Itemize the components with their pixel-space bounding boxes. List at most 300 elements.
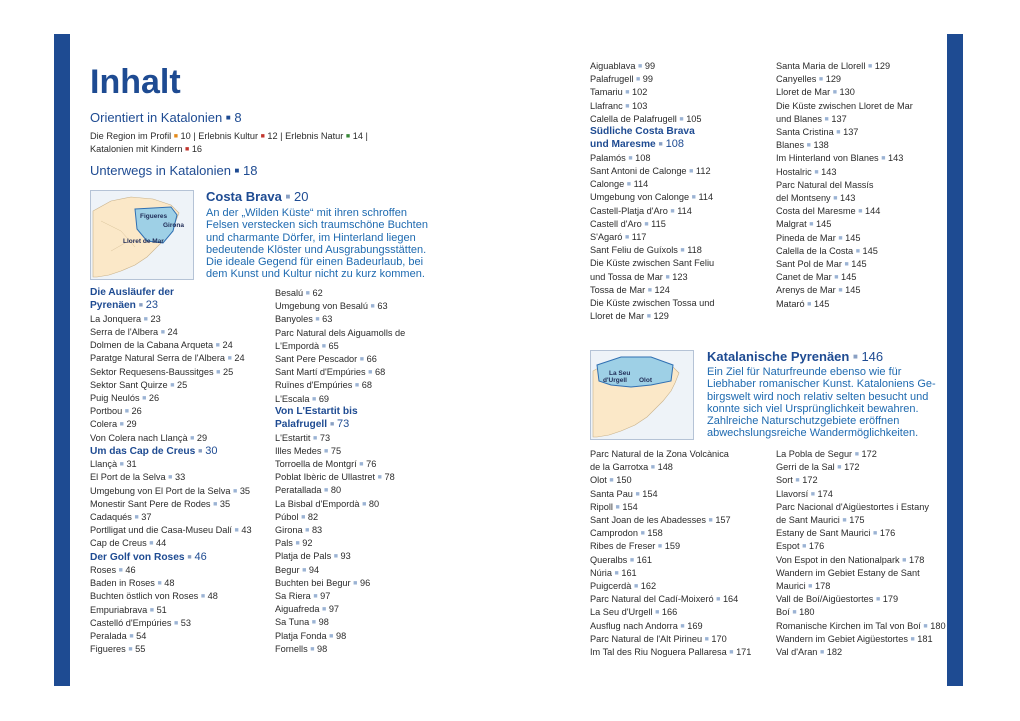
toc-page-number: 31 (126, 459, 137, 470)
toc-page-number: 159 (664, 541, 681, 552)
toc-entry[interactable] (90, 511, 252, 524)
green-square-icon: ■ (345, 133, 351, 140)
toc-entry-text: und Blanes (776, 113, 822, 124)
toc-page-number: 33 (174, 472, 186, 483)
toc-entry[interactable] (590, 60, 714, 73)
toc-page-number: 75 (330, 445, 342, 456)
bullet-square-icon: ■ (818, 76, 824, 84)
toc-page-number: 68 (374, 367, 386, 378)
toc-entry[interactable] (776, 593, 946, 606)
bullet-square-icon: ■ (187, 553, 192, 561)
toc-page-number: 162 (640, 581, 657, 592)
bullet-square-icon: ■ (814, 168, 819, 176)
toc-entry-text: Ausflug nach Andorra (590, 620, 678, 631)
section-label: Unterwegs in Katalonien (90, 163, 231, 178)
intro-item[interactable]: Die Region im Profil ■ 10 (90, 131, 191, 141)
toc-entry-text: Umgebung von Besalú (275, 301, 368, 312)
toc-entry[interactable] (590, 191, 714, 204)
toc-entry-text: Umgebung von El Port de la Selva (90, 485, 231, 496)
toc-column-5 (590, 448, 751, 659)
pyrenaen-heading[interactable]: Katalanische Pyrenäen ■ 146 (707, 349, 884, 364)
toc-entry[interactable] (275, 511, 405, 524)
toc-entry[interactable] (90, 432, 252, 445)
map-label-girona: Girona (163, 222, 184, 229)
toc-entry[interactable] (776, 232, 913, 245)
toc-entry[interactable] (776, 284, 913, 297)
toc-entry-text: Santa Pau (590, 488, 633, 499)
red-square-icon: ■ (260, 133, 265, 140)
toc-entry-text: La Pobla de Segur (776, 449, 853, 459)
toc-page-number: 102 (632, 87, 648, 98)
toc-page-number: 172 (802, 475, 818, 486)
toc-page-number: 78 (384, 472, 395, 483)
intro-item[interactable]: Erlebnis Kultur ■ 12 (198, 131, 278, 141)
toc-page-number: 62 (312, 288, 323, 298)
toc-column-3 (590, 60, 714, 323)
toc-subheading[interactable] (90, 287, 252, 313)
toc-entry-text: Malgrat (776, 219, 807, 230)
toc-entry[interactable] (275, 366, 405, 379)
toc-entry-text: Llafranc (590, 100, 623, 111)
toc-entry-text: Aiguablava (590, 61, 636, 71)
toc-entry[interactable] (590, 284, 714, 297)
toc-entry[interactable] (275, 471, 405, 484)
page-title: Inhalt (90, 63, 181, 101)
toc-entry[interactable] (90, 392, 252, 405)
bullet-square-icon: ■ (625, 89, 630, 97)
toc-page-number: 93 (340, 551, 351, 562)
toc-subheading[interactable] (275, 406, 405, 432)
bullet-square-icon: ■ (149, 606, 154, 614)
bullet-square-icon: ■ (792, 609, 797, 617)
toc-entry[interactable] (275, 564, 405, 577)
toc-entry[interactable] (90, 352, 252, 365)
bullet-square-icon: ■ (625, 102, 630, 110)
toc-entry-text: Peralada (90, 631, 127, 642)
toc-entry[interactable] (590, 527, 751, 540)
bullet-square-icon: ■ (670, 207, 675, 215)
toc-entry[interactable] (590, 474, 751, 487)
toc-entry[interactable] (590, 244, 714, 257)
bullet-square-icon: ■ (628, 154, 633, 162)
bullet-square-icon: ■ (285, 192, 291, 201)
toc-entry-text: Queralbs (590, 554, 628, 565)
toc-entry[interactable] (590, 593, 751, 606)
toc-entry-text: Santa Cristina (776, 127, 834, 138)
bullet-square-icon: ■ (802, 543, 807, 551)
bullet-square-icon: ■ (716, 596, 721, 604)
toc-page-number: 115 (651, 218, 666, 229)
toc-entry[interactable] (275, 445, 405, 458)
toc-page-number: 63 (322, 314, 333, 325)
toc-entry[interactable] (90, 339, 252, 352)
toc-column-4 (776, 60, 913, 311)
toc-entry[interactable] (90, 577, 252, 590)
toc-entry[interactable] (275, 300, 405, 313)
toc-entry[interactable] (776, 73, 913, 86)
toc-entry[interactable] (90, 630, 252, 643)
costa-brava-heading[interactable]: Costa Brava ■ 20 (206, 189, 309, 204)
bullet-square-icon: ■ (354, 382, 360, 390)
toc-entry[interactable] (776, 633, 946, 646)
toc-page-number: 44 (156, 538, 167, 549)
section-page: 18 (243, 163, 258, 178)
toc-page-number: 179 (882, 594, 899, 605)
toc-page-number: 174 (817, 488, 833, 499)
bullet-square-icon: ■ (854, 451, 859, 458)
toc-page-number: 46 (125, 565, 136, 576)
toc-entry[interactable] (776, 620, 946, 633)
toc-page-number: 96 (359, 577, 371, 588)
bullet-square-icon: ■ (198, 447, 203, 455)
toc-entry[interactable] (90, 617, 252, 630)
toc-entry[interactable] (590, 514, 751, 527)
toc-page-number: 82 (307, 511, 319, 522)
toc-page-number: 46 (194, 550, 207, 563)
intro-item[interactable]: Erlebnis Natur ■ 14 (285, 131, 363, 141)
toc-entry[interactable] (590, 86, 714, 99)
orange-square-icon: ■ (173, 133, 178, 140)
bullet-square-icon: ■ (305, 290, 310, 297)
toc-entry[interactable] (90, 458, 252, 471)
toc-entry[interactable] (275, 432, 405, 445)
toc-entry[interactable] (776, 245, 913, 258)
toc-entry[interactable] (776, 554, 946, 567)
toc-entry[interactable] (275, 537, 405, 550)
toc-entry[interactable] (275, 327, 405, 353)
toc-page-number: 144 (865, 206, 881, 217)
bullet-square-icon: ■ (118, 567, 123, 575)
toc-entry[interactable] (776, 646, 946, 659)
toc-entry[interactable] (275, 524, 405, 537)
toc-entry[interactable] (90, 590, 252, 603)
bullet-square-icon: ■ (708, 517, 713, 525)
toc-entry[interactable] (776, 126, 913, 139)
toc-entry[interactable] (776, 205, 913, 218)
toc-entry[interactable] (776, 179, 913, 205)
toc-entry-text: Der Golf von Roses (90, 551, 185, 563)
toc-entry-text: Sant Pere Pescador (275, 354, 358, 365)
bullet-square-icon: ■ (216, 368, 221, 376)
toc-entry[interactable] (590, 218, 714, 231)
toc-entry[interactable] (776, 258, 913, 271)
toc-subheading[interactable] (590, 126, 714, 152)
toc-entry[interactable] (275, 287, 405, 300)
toc-page-number: 24 (234, 353, 245, 364)
toc-entry[interactable] (90, 326, 252, 339)
toc-entry-text: Paratge Natural Serra de l'Albera (90, 353, 226, 364)
bullet-square-icon: ■ (359, 356, 365, 364)
toc-subheading[interactable] (90, 551, 252, 564)
bullet-square-icon: ■ (129, 633, 134, 641)
toc-entry[interactable] (590, 297, 714, 323)
bullet-square-icon: ■ (160, 329, 165, 337)
toc-entry[interactable] (776, 218, 913, 231)
toc-entry[interactable] (90, 485, 252, 498)
toc-entry-text: Vall de Boí/Aigüestortes (776, 594, 874, 605)
toc-entry[interactable] (90, 471, 252, 484)
bullet-square-icon: ■ (650, 464, 656, 472)
toc-page-number: 145 (841, 272, 857, 283)
toc-entry[interactable] (590, 178, 714, 191)
toc-page-number: 68 (361, 380, 372, 391)
toc-page-number: 76 (366, 459, 377, 470)
toc-entry[interactable] (590, 113, 714, 126)
toc-entry[interactable] (776, 606, 946, 619)
toc-entry[interactable] (90, 498, 252, 511)
toc-entry-text: Buchten bei Begur (275, 577, 351, 588)
toc-entry[interactable] (590, 73, 714, 86)
bullet-square-icon: ■ (809, 221, 814, 229)
bullet-square-icon: ■ (867, 63, 873, 70)
bullet-square-icon: ■ (359, 461, 364, 469)
toc-page-number: 99 (642, 74, 654, 85)
toc-entry-text: Olot (590, 475, 607, 486)
toc-page-number: 51 (156, 604, 167, 615)
bullet-square-icon: ■ (322, 606, 327, 614)
toc-page-number: 35 (219, 498, 231, 509)
toc-page-number: 97 (320, 591, 331, 602)
toc-entry[interactable] (776, 488, 946, 501)
bullet-square-icon: ■ (301, 513, 306, 521)
toc-entry[interactable] (275, 603, 405, 616)
toc-page-number: 103 (632, 100, 648, 111)
toc-entry-text: La Jonquera (90, 313, 142, 324)
bullet-square-icon: ■ (923, 622, 928, 630)
bullet-square-icon: ■ (836, 129, 841, 137)
toc-entry[interactable] (776, 60, 913, 73)
toc-entry-text: Llavorsí (776, 488, 809, 499)
toc-entry[interactable] (776, 461, 946, 474)
section-unterwegs[interactable] (90, 163, 257, 179)
toc-entry[interactable] (776, 166, 913, 179)
toc-entry[interactable] (90, 313, 252, 326)
section-orientiert[interactable] (90, 110, 242, 126)
bullet-square-icon: ■ (838, 234, 843, 242)
bullet-square-icon: ■ (305, 527, 310, 535)
toc-entry[interactable] (776, 527, 946, 540)
toc-page-number: 154 (642, 488, 658, 499)
toc-entry[interactable] (275, 484, 405, 497)
toc-page-number: 69 (318, 393, 330, 404)
toc-entry[interactable] (90, 537, 252, 550)
toc-page-number: 182 (826, 647, 843, 658)
toc-entry-text: Serra de l'Albera (90, 327, 159, 338)
bullet-square-icon: ■ (138, 302, 143, 310)
bullet-square-icon: ■ (213, 500, 218, 508)
toc-entry[interactable] (275, 379, 405, 392)
toc-entry[interactable] (590, 620, 751, 633)
toc-entry[interactable] (776, 298, 913, 311)
bullet-square-icon: ■ (655, 609, 660, 617)
toc-page-number: 171 (736, 647, 752, 658)
toc-entry-text: Buchten östlich von Roses (90, 591, 199, 602)
toc-entry[interactable] (776, 540, 946, 553)
toc-page-number: 29 (126, 419, 137, 430)
toc-entry[interactable] (590, 100, 714, 113)
toc-entry-text: Parc Natural de la Zona Volcànica (590, 449, 729, 459)
bullet-square-icon: ■ (644, 220, 649, 228)
toc-entry[interactable] (275, 498, 405, 511)
toc-entry-text: Lloret de Mar (776, 87, 831, 98)
toc-entry-text: La Bisbal d'Empordà (275, 498, 360, 509)
toc-entry-text: Cadaqués (90, 512, 132, 523)
toc-entry[interactable] (90, 366, 252, 379)
bullet-square-icon: ■ (234, 166, 240, 175)
toc-entry-text: Peratallada (275, 485, 322, 496)
toc-entry[interactable] (590, 448, 751, 474)
toc-column-6 (776, 448, 946, 659)
toc-entry[interactable] (275, 643, 405, 656)
toc-entry-text: Castelló d'Empúries (90, 617, 172, 628)
toc-page-number: 26 (131, 406, 142, 417)
toc-entry-text: Calonge (590, 179, 625, 190)
bullet-square-icon: ■ (665, 273, 670, 281)
toc-page-number: 180 (930, 620, 946, 631)
bullet-square-icon: ■ (233, 487, 238, 495)
map-label-urgell: d'Urgell (603, 377, 627, 384)
toc-entry[interactable] (776, 501, 946, 527)
toc-entry[interactable] (776, 139, 913, 152)
toc-entry[interactable] (590, 606, 751, 619)
toc-entry[interactable] (776, 474, 946, 487)
toc-entry-text: La Seu d'Urgell (590, 607, 653, 618)
toc-entry-text: Calella de la Costa (776, 245, 854, 256)
toc-entry[interactable] (590, 165, 714, 178)
toc-entry-text: Die Küste zwischen Lloret de Mar (776, 100, 913, 111)
toc-page-number: 114 (633, 179, 649, 190)
toc-entry-text: Aiguafreda (275, 604, 320, 615)
bullet-square-icon: ■ (310, 645, 315, 653)
toc-entry-text: Banyoles (275, 314, 313, 325)
toc-entry[interactable] (776, 448, 946, 461)
toc-page-number: 118 (687, 245, 702, 256)
toc-entry[interactable] (590, 633, 751, 646)
toc-entry[interactable] (90, 604, 252, 617)
toc-entry[interactable] (590, 501, 751, 514)
toc-entry[interactable] (90, 418, 252, 431)
toc-page-number: 23 (150, 313, 161, 324)
bullet-square-icon: ■ (852, 352, 858, 361)
toc-page-number: 145 (816, 219, 832, 230)
intro-item[interactable]: Katalonien mit Kindern ■ 16 (90, 144, 203, 154)
toc-entry[interactable] (275, 393, 405, 406)
bullet-square-icon: ■ (370, 303, 375, 311)
toc-entry-text: L'Estartit (275, 432, 311, 443)
toc-entry-text: Parc Natural dels Aiguamolls de (275, 327, 406, 338)
toc-page-number: 98 (317, 643, 328, 654)
toc-entry[interactable] (590, 152, 714, 165)
toc-page-number: 94 (308, 564, 320, 575)
toc-entry[interactable] (590, 205, 714, 218)
bullet-square-icon: ■ (329, 632, 334, 640)
toc-entry[interactable] (90, 564, 252, 577)
bullet-square-icon: ■ (834, 274, 839, 282)
toc-entry[interactable] (590, 554, 751, 567)
bullet-square-icon: ■ (315, 316, 320, 324)
toc-entry[interactable] (275, 313, 405, 326)
toc-entry-text: Wandern im Gebiet Estany de Sant (776, 567, 920, 578)
toc-page-number: 137 (843, 127, 859, 138)
toc-entry-text: Torroella de Montgrí (275, 459, 357, 470)
bullet-square-icon: ■ (640, 530, 645, 538)
bullet-square-icon: ■ (635, 76, 641, 84)
right-blue-bar (947, 34, 963, 686)
toc-page-number: 170 (711, 633, 727, 644)
bullet-square-icon: ■ (855, 247, 860, 255)
toc-entry[interactable] (590, 580, 751, 593)
toc-entry[interactable] (90, 643, 252, 656)
toc-page-number: 43 (241, 525, 252, 536)
bullet-square-icon: ■ (807, 300, 812, 308)
toc-entry[interactable] (590, 231, 714, 244)
bullet-square-icon: ■ (638, 63, 643, 70)
toc-page-number: 24 (222, 340, 233, 351)
toc-entry[interactable] (275, 550, 405, 563)
bullet-square-icon: ■ (128, 646, 133, 654)
toc-entry-text: Baden in Roses (90, 578, 155, 589)
bullet-square-icon: ■ (902, 556, 907, 564)
bullet-square-icon: ■ (295, 540, 300, 548)
toc-entry[interactable] (776, 100, 913, 126)
toc-entry[interactable] (590, 488, 751, 501)
toc-entry-text: L'Empordà (275, 340, 320, 351)
toc-page-number: 130 (839, 87, 855, 98)
toc-entry[interactable] (590, 540, 751, 553)
toc-entry[interactable] (776, 152, 913, 165)
toc-entry[interactable] (776, 567, 946, 593)
toc-page-number: 114 (698, 192, 714, 203)
toc-entry[interactable] (275, 577, 405, 590)
toc-entry-text: Tossa de Mar (590, 284, 646, 295)
bullet-square-icon: ■ (377, 474, 382, 482)
toc-entry[interactable] (275, 353, 405, 366)
toc-page-number: 145 (862, 245, 878, 256)
toc-entry[interactable] (590, 646, 751, 659)
toc-entry[interactable] (90, 379, 252, 392)
bullet-square-icon: ■ (647, 286, 652, 294)
toc-entry[interactable] (590, 567, 751, 580)
toc-entry[interactable] (275, 458, 405, 471)
toc-entry[interactable] (90, 524, 252, 537)
toc-entry[interactable] (776, 86, 913, 99)
bullet-square-icon: ■ (313, 593, 318, 601)
map-label-la-seu: La Seu (609, 370, 631, 377)
toc-entry[interactable] (275, 616, 405, 629)
toc-entry[interactable] (275, 630, 405, 643)
map-label-figueres: Figueres (140, 213, 168, 220)
bullet-square-icon: ■ (614, 569, 619, 577)
toc-entry[interactable] (776, 271, 913, 284)
red-square-icon: ■ (185, 146, 190, 153)
toc-entry[interactable] (90, 405, 252, 418)
toc-subheading[interactable] (90, 445, 252, 458)
toc-entry-text: Palamós (590, 152, 626, 163)
toc-entry-text: Poblat Ibèric de Ullastret (275, 472, 376, 483)
toc-entry-text: Die Küste zwischen Tossa und (590, 298, 715, 309)
bullet-square-icon: ■ (321, 342, 326, 350)
bullet-square-icon: ■ (119, 461, 124, 469)
toc-entry-text: de Sant Maurici (776, 515, 840, 526)
toc-entry-text: und Tossa de Mar (590, 271, 663, 282)
toc-entry[interactable] (590, 257, 714, 283)
toc-page-number: 66 (366, 354, 377, 365)
bullet-square-icon: ■ (333, 553, 338, 561)
bullet-square-icon: ■ (124, 408, 129, 416)
toc-entry[interactable] (275, 590, 405, 603)
bullet-square-icon: ■ (626, 181, 632, 189)
toc-entry-text: Estany de Sant Maurici (776, 528, 871, 539)
